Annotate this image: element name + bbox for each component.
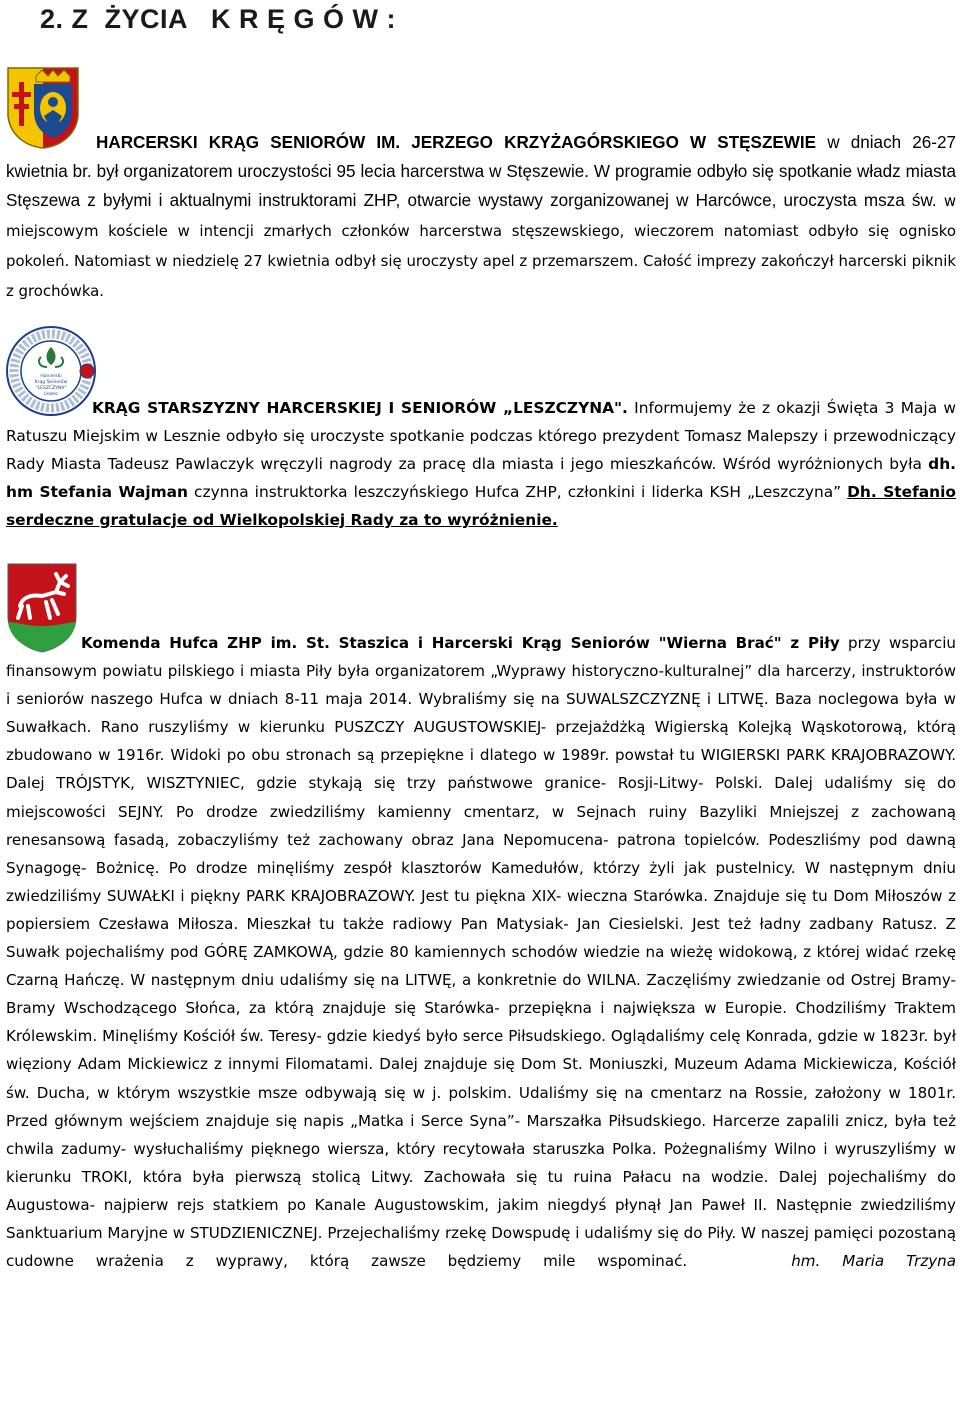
page-heading: 2. Z ŻYCIA K R Ę G Ó W :: [40, 4, 397, 34]
paragraph: [6, 128, 956, 307]
congratulations: Dh. Stefanio serdeczne gratulacje od Wielkopolskiej Rady za to wyróżnienie.: [6, 483, 956, 530]
body-text: przy wsparciu finansowym powiatu pilskiego i miasta Piły była organizatorem „Wyprawy historyczno-kulturalnej” dla harcerzy, instruktorów i seniorów naszego Hufca w dniach 8-11 maja 2014. Wybraliśmy się na SUWALSZCZYZNĘ i LITWĘ. Baza noclegowa była w Suwałkach. Rano ruszyliśmy w kierunku PUSZCZY AUGUSTOWSKIEJ- przejażdżką Wigierską Kolejką Wąskotorową, którą zbudowano w 1916r. Widoki po obu stronach są przepiękne i dlatego w 1989r. powstał tu WIGIERSKI PARK KRAJOBRAZOWY. Dalej TRÓJSTYK, WISZTYNIEC, gdzie stykają się trzy państwowe granice- Rosji-Litwy- Polski. Dalej udaliśmy się do miejscowości SEJNY. Po drodze zwiedziliśmy kamienny cmentarz, w Sejnach ruiny Bazyliki Mniejszej z zachowaną renesansową fasadą, zobaczyliśmy też zachowany obraz Jana Nepomucena- patrona topielców. Podeszliśmy pod dawną Synagogę- Bożnicę. Po drodze minęliśmy zespół klasztorów Kamedułów, którzy żyli jak pustelnicy. W następnym dniu zwiedziliśmy SUWAŁKI i piękny PARK KRAJOBRAZOWY. Jest tu piękna XIX- wieczna Starówka. Znajduje się tu Dom Miłoszów z popiersiem Czesława Miłosza. Mieszkał tu także radiowy Pan Matysiak- Jan Ciesielski. Jest też ładny zadbany Ratusz. Z Suwałk pojechaliśmy pod GÓRĘ ZAMKOWĄ, gdzie 80 kamiennych schodów wiedzie na wieżę widokową, z której widać rzekę Czarną Hańczę. W następnym dniu udaliśmy się na LITWĘ, a konkretnie do WILNA. Zaczęliśmy zwiedzanie od Ostrej Bramy- Bramy Wschodzącego Słońca, za którą znajduje się Starówka- przepiękna i największa w Europie. Chodziliśmy Traktem Królewskim. Minęliśmy Kościół św. Teresy- gdzie kiedyś było serce Piłsudskiego. Oglądaliśmy celę Konrada, gdzie w 1823r. był więziony Adam Mickiewicz z innymi Filomatami. Dalej znajduje się Dom St. Moniuszki, Muzeum Adama Mickiewicza, Kościół św. Ducha, w którym wszystkie msze odbywają się w j. polskim. Udaliśmy się na cmentarz na Rossie, założony w 1801r. Przed głównym wejściem znajduje się napis „Matka i Serce Syna”- Marszałka Piłsudskiego. Harcerze zapalili znicz, była też chwila zadumy- wysłuchaliśmy pięknego wiersza, który recytowała staruszka Polka. Pożegnaliśmy Wilno i wyruszyliśmy w kierunku TROKI, która była pierwszą stolicą Litwy. Zachowała się tu ruina Pałacu na wodzie. Dalej pojechaliśmy do Augustowa- najpierw rejs statkiem po Kanale Augustowskim, jakim niegdyś płynął Jan Paweł II. Następnie zwiedziliśmy Sanktuarium Maryjne w STUDZIENICZNEJ. Przejechaliśmy rzekę Dowspudę i udaliśmy się do Piły. W naszej pamięci pozostaną cudowne wrażenia z wyprawy, którą zawsze będziemy mile wspominać.: [6, 634, 956, 1271]
body-text: czynna instruktorka leszczyńskiego Hufca ZHP, członkini i liderka KSH „Leszczyna”: [188, 483, 848, 502]
section-title: KRĄG STARSZYZNY HARCERSKIEJ I SENIORÓW „LESZCZYNA".: [92, 399, 628, 417]
lead-text: w dniach 26-27 kwietnia br. był organizatorem uroczystości 95 lecia harcerstwa w Stęszewie. W programie odbyło się spotkanie władz miasta Stęszewa z byłymi i aktualnymi instruktorami ZHP, otwarcie wystawy zorganizowanej w Harcówce, uroczysta msza św.: [6, 133, 956, 211]
svg-text:"LESZCZYNA": "LESZCZYNA": [35, 386, 67, 391]
body-text: Informujemy że z okazji Święta 3 Maja w Ratuszu Miejskim w Lesznie odbyło się uroczyste spotkanie podczas którego prezydent Tomasz Malepszy i przewodniczący Rady Miasta Tadeusz Pawlaczyk wręczyli nagrody za pracę dla miasta i jego mieszkańców. Wśród wyróżnionych była: [6, 399, 956, 474]
section-steszew: [6, 128, 956, 307]
section-pila: [6, 629, 956, 1275]
honoree-name: dh. hm Stefania Wajman: [6, 455, 956, 502]
svg-text:Harcerski: Harcerski: [40, 374, 62, 379]
paragraph: [6, 394, 956, 534]
svg-text:Leszno: Leszno: [44, 391, 58, 396]
section-title: HARCERSKI KRĄG SENIORÓW IM. JERZEGO KRZYŻAGÓRSKIEGO W STĘSZEWIE: [96, 133, 817, 152]
section-leszczyna: [6, 394, 956, 534]
svg-text:Krąg Seniorów: Krąg Seniorów: [34, 380, 68, 385]
signature: hm. Maria Trzyna: [791, 1252, 956, 1271]
paragraph: [6, 629, 956, 1275]
body-text: w miejscowym kościele w intencji zmarłych członków harcerstwa stęszewskiego, wieczorem natomiast odbyło się ognisko pokoleń. Natomiast w niedzielę 27 kwietnia odbył się uroczysty apel z przemarszem. Całość imprezy zakończył harcerski piknik z grochówka.: [6, 192, 957, 301]
section-title: Komenda Hufca ZHP im. St. Staszica i Harcerski Krąg Seniorów "Wierna Brać" z Piły: [81, 634, 840, 652]
